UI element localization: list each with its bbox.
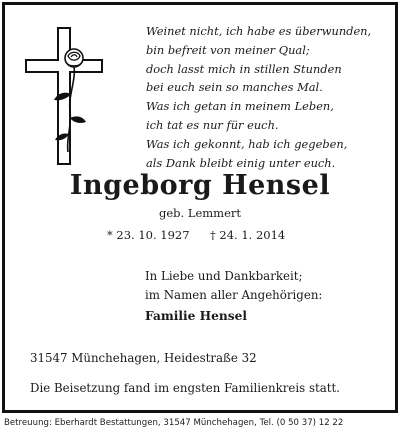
death-date: † 24. 1. 2014 (210, 228, 286, 242)
poem-line: Was ich gekonnt, hab ich gegeben, (146, 136, 348, 151)
deceased-name: Ingeborg Hensel (69, 170, 331, 201)
undertaker-footer: Betreuung: Eberhardt Bestattungen, 31547 Münchehagen, Tel. (0 50 37) 12 22 (4, 418, 344, 428)
poem-line: bin befreit von meiner Qual; (146, 42, 310, 57)
poem-line: doch lasst mich in stillen Stunden (146, 61, 342, 76)
poem-line: ich tat es nur für euch. (146, 117, 279, 132)
birth-date: * 23. 10. 1927 (107, 228, 190, 242)
funeral-note: Die Beisetzung fand im engsten Familienkreis statt. (30, 381, 341, 395)
poem-line: Was ich getan in meinem Leben, (146, 99, 334, 114)
poem (146, 22, 391, 172)
poem-line: Weinet nicht, ich habe es überwunden, (146, 24, 372, 38)
closing-line: im Namen aller Angehörigen: (145, 288, 323, 302)
address: 31547 Münchehagen, Heidestraße 32 (30, 351, 257, 365)
closing-text (145, 267, 322, 305)
family-signature: Familie Hensel (145, 309, 248, 323)
closing-line: In Liebe und Dankbarkeit; (145, 269, 303, 283)
poem-line: bei euch sein so manches Mal. (146, 80, 323, 95)
cross-with-rose-icon (24, 26, 104, 166)
poem-line: als Dank bleibt einig unter euch. (146, 155, 336, 170)
maiden-name: geb. Lemmert (158, 206, 242, 220)
